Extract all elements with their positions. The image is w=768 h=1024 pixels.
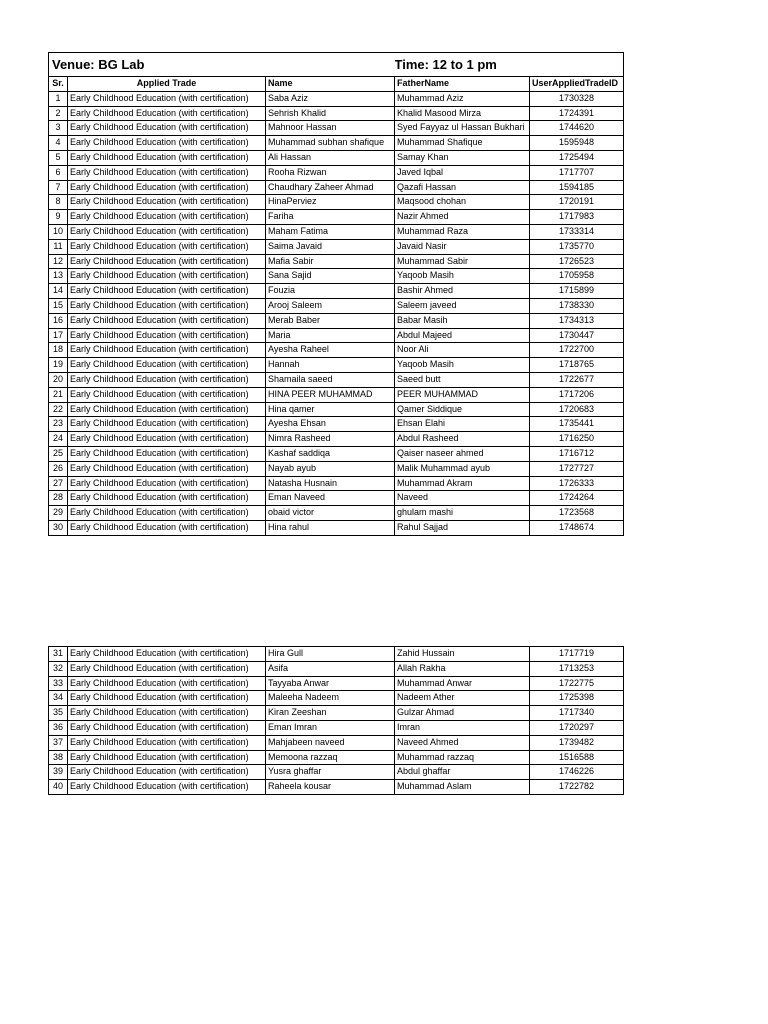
header-row <box>49 77 624 92</box>
name-cell: Fariha <box>266 210 395 225</box>
applied-trade-cell: Early Childhood Education (with certification) <box>68 476 266 491</box>
applied-trade-cell: Early Childhood Education (with certification) <box>68 284 266 299</box>
sr-cell: 7 <box>49 180 68 195</box>
applied-trade-cell: Early Childhood Education (with certification) <box>68 328 266 343</box>
user-applied-trade-id-cell: 1722700 <box>530 343 624 358</box>
applied-trade-cell: Early Childhood Education (with certification) <box>68 165 266 180</box>
sr-cell: 32 <box>49 661 68 676</box>
name-cell: Nayab ayub <box>266 461 395 476</box>
father-name-cell: Yaqoob Masih <box>395 269 530 284</box>
table-row <box>49 750 624 765</box>
father-name-cell: Saleem javeed <box>395 298 530 313</box>
table-row <box>49 706 624 721</box>
user-applied-trade-id-cell: 1722782 <box>530 780 624 795</box>
sr-cell: 38 <box>49 750 68 765</box>
applied-trade-cell: Early Childhood Education (with certification) <box>68 691 266 706</box>
user-applied-trade-id-cell: 1748674 <box>530 520 624 535</box>
name-cell: Sehrish Khalid <box>266 106 395 121</box>
name-cell: Shamaila saeed <box>266 372 395 387</box>
father-name-cell: Qamer Siddique <box>395 402 530 417</box>
father-name-cell: Allah Rakha <box>395 661 530 676</box>
applied-trade-cell: Early Childhood Education (with certification) <box>68 765 266 780</box>
father-name-cell: Abdul ghaffar <box>395 765 530 780</box>
table-row <box>49 720 624 735</box>
name-cell: Ayesha Ehsan <box>266 417 395 432</box>
table-row <box>49 254 624 269</box>
father-name-cell: Nadeem Ather <box>395 691 530 706</box>
sr-cell: 9 <box>49 210 68 225</box>
name-cell: Mahnoor Hassan <box>266 121 395 136</box>
applied-trade-cell: Early Childhood Education (with certification) <box>68 461 266 476</box>
father-name-cell: Syed Fayyaz ul Hassan Bukhari <box>395 121 530 136</box>
header-user-applied-trade-id: UserAppliedTradeID <box>530 77 624 92</box>
table-row <box>49 106 624 121</box>
applied-trade-cell: Early Childhood Education (with certification) <box>68 432 266 447</box>
father-name-cell: Malik Muhammad ayub <box>395 461 530 476</box>
user-applied-trade-id-cell: 1720191 <box>530 195 624 210</box>
user-applied-trade-id-cell: 1717340 <box>530 706 624 721</box>
sr-cell: 19 <box>49 358 68 373</box>
candidate-table-bottom <box>48 646 624 795</box>
table-row <box>49 461 624 476</box>
table-row <box>49 136 624 151</box>
user-applied-trade-id-cell: 1722775 <box>530 676 624 691</box>
sr-cell: 6 <box>49 165 68 180</box>
header-applied-trade: Applied Trade <box>68 77 266 92</box>
father-name-cell: Nazir Ahmed <box>395 210 530 225</box>
table-row <box>49 121 624 136</box>
father-name-cell: Noor Ali <box>395 343 530 358</box>
applied-trade-cell: Early Childhood Education (with certification) <box>68 520 266 535</box>
sr-cell: 14 <box>49 284 68 299</box>
name-cell: Merab Baber <box>266 313 395 328</box>
user-applied-trade-id-cell: 1717707 <box>530 165 624 180</box>
father-name-cell: PEER MUHAMMAD <box>395 387 530 402</box>
user-applied-trade-id-cell: 1717719 <box>530 647 624 662</box>
applied-trade-cell: Early Childhood Education (with certification) <box>68 298 266 313</box>
user-applied-trade-id-cell: 1726523 <box>530 254 624 269</box>
name-cell: Saima Javaid <box>266 239 395 254</box>
name-cell: Nimra Rasheed <box>266 432 395 447</box>
name-cell: Chaudhary Zaheer Ahmad <box>266 180 395 195</box>
name-cell: Hina qamer <box>266 402 395 417</box>
name-cell: Ayesha Raheel <box>266 343 395 358</box>
applied-trade-cell: Early Childhood Education (with certification) <box>68 224 266 239</box>
table-row <box>49 313 624 328</box>
name-cell: Yusra ghaffar <box>266 765 395 780</box>
applied-trade-cell: Early Childhood Education (with certification) <box>68 661 266 676</box>
father-name-cell: Naveed <box>395 491 530 506</box>
applied-trade-cell: Early Childhood Education (with certification) <box>68 720 266 735</box>
applied-trade-cell: Early Childhood Education (with certification) <box>68 387 266 402</box>
sr-cell: 28 <box>49 491 68 506</box>
father-name-cell: Muhammad Sabir <box>395 254 530 269</box>
father-name-cell: Maqsood chohan <box>395 195 530 210</box>
name-cell: Eman Imran <box>266 720 395 735</box>
user-applied-trade-id-cell: 1724391 <box>530 106 624 121</box>
table-row <box>49 239 624 254</box>
father-name-cell: Rahul Sajjad <box>395 520 530 535</box>
sr-cell: 31 <box>49 647 68 662</box>
table-row <box>49 446 624 461</box>
father-name-cell: Abdul Majeed <box>395 328 530 343</box>
sr-cell: 25 <box>49 446 68 461</box>
name-cell: Ali Hassan <box>266 150 395 165</box>
user-applied-trade-id-cell: 1722677 <box>530 372 624 387</box>
applied-trade-cell: Early Childhood Education (with certification) <box>68 446 266 461</box>
candidate-table-top <box>48 52 624 536</box>
father-name-cell: Muhammad razzaq <box>395 750 530 765</box>
user-applied-trade-id-cell: 1720683 <box>530 402 624 417</box>
father-name-cell: Qazafi Hassan <box>395 180 530 195</box>
user-applied-trade-id-cell: 1725494 <box>530 150 624 165</box>
sr-cell: 17 <box>49 328 68 343</box>
table-row <box>49 491 624 506</box>
name-cell: Mafia Sabir <box>266 254 395 269</box>
sr-cell: 34 <box>49 691 68 706</box>
sr-cell: 26 <box>49 461 68 476</box>
sr-cell: 24 <box>49 432 68 447</box>
sr-cell: 1 <box>49 91 68 106</box>
candidate-table-body <box>49 647 624 795</box>
sr-cell: 27 <box>49 476 68 491</box>
user-applied-trade-id-cell: 1744620 <box>530 121 624 136</box>
applied-trade-cell: Early Childhood Education (with certification) <box>68 269 266 284</box>
table-row <box>49 343 624 358</box>
table-row <box>49 269 624 284</box>
header-father-name: FatherName <box>395 77 530 92</box>
table-row <box>49 661 624 676</box>
table-row <box>49 180 624 195</box>
sr-cell: 10 <box>49 224 68 239</box>
sr-cell: 35 <box>49 706 68 721</box>
father-name-cell: Muhammad Shafique <box>395 136 530 151</box>
table-row <box>49 735 624 750</box>
applied-trade-cell: Early Childhood Education (with certification) <box>68 358 266 373</box>
applied-trade-cell: Early Childhood Education (with certification) <box>68 91 266 106</box>
table-row <box>49 210 624 225</box>
father-name-cell: Imran <box>395 720 530 735</box>
name-cell: obaid victor <box>266 506 395 521</box>
user-applied-trade-id-cell: 1717983 <box>530 210 624 225</box>
table-row <box>49 520 624 535</box>
name-cell: Asifa <box>266 661 395 676</box>
header-sr: Sr. <box>49 77 68 92</box>
venue-label: Venue: BG Lab <box>49 53 395 77</box>
father-name-cell: Muhammad Akram <box>395 476 530 491</box>
sr-cell: 22 <box>49 402 68 417</box>
father-name-cell: Zahid Hussain <box>395 647 530 662</box>
father-name-cell: Babar Masih <box>395 313 530 328</box>
father-name-cell: ghulam mashi <box>395 506 530 521</box>
user-applied-trade-id-cell: 1727727 <box>530 461 624 476</box>
applied-trade-cell: Early Childhood Education (with certification) <box>68 647 266 662</box>
name-cell: Rooha Rizwan <box>266 165 395 180</box>
name-cell: Hannah <box>266 358 395 373</box>
table-row <box>49 780 624 795</box>
name-cell: HINA PEER MUHAMMAD <box>266 387 395 402</box>
name-cell: Maham Fatima <box>266 224 395 239</box>
table-row <box>49 765 624 780</box>
applied-trade-cell: Early Childhood Education (with certification) <box>68 313 266 328</box>
table-row <box>49 676 624 691</box>
table-row <box>49 224 624 239</box>
table-row <box>49 358 624 373</box>
user-applied-trade-id-cell: 1516588 <box>530 750 624 765</box>
applied-trade-cell: Early Childhood Education (with certification) <box>68 417 266 432</box>
sr-cell: 3 <box>49 121 68 136</box>
name-cell: Natasha Husnain <box>266 476 395 491</box>
table-row <box>49 284 624 299</box>
user-applied-trade-id-cell: 1726333 <box>530 476 624 491</box>
applied-trade-cell: Early Childhood Education (with certification) <box>68 343 266 358</box>
sr-cell: 40 <box>49 780 68 795</box>
title-row <box>49 53 624 77</box>
name-cell: Muhammad subhan shafique <box>266 136 395 151</box>
user-applied-trade-id-cell: 1717206 <box>530 387 624 402</box>
user-applied-trade-id-cell: 1720297 <box>530 720 624 735</box>
sr-cell: 8 <box>49 195 68 210</box>
sr-cell: 36 <box>49 720 68 735</box>
sr-cell: 21 <box>49 387 68 402</box>
father-name-cell: Qaiser naseer ahmed <box>395 446 530 461</box>
name-cell: Fouzia <box>266 284 395 299</box>
time-label: Time: 12 to 1 pm <box>395 53 624 77</box>
header-name: Name <box>266 77 395 92</box>
user-applied-trade-id-cell: 1718765 <box>530 358 624 373</box>
user-applied-trade-id-cell: 1746226 <box>530 765 624 780</box>
sr-cell: 12 <box>49 254 68 269</box>
applied-trade-cell: Early Childhood Education (with certification) <box>68 780 266 795</box>
user-applied-trade-id-cell: 1730447 <box>530 328 624 343</box>
name-cell: Saba Aziz <box>266 91 395 106</box>
applied-trade-cell: Early Childhood Education (with certification) <box>68 402 266 417</box>
sr-cell: 11 <box>49 239 68 254</box>
father-name-cell: Muhammad Aslam <box>395 780 530 795</box>
name-cell: Sana Sajid <box>266 269 395 284</box>
applied-trade-cell: Early Childhood Education (with certification) <box>68 150 266 165</box>
sr-cell: 23 <box>49 417 68 432</box>
sr-cell: 15 <box>49 298 68 313</box>
applied-trade-cell: Early Childhood Education (with certification) <box>68 254 266 269</box>
applied-trade-cell: Early Childhood Education (with certification) <box>68 195 266 210</box>
sr-cell: 5 <box>49 150 68 165</box>
table-row <box>49 476 624 491</box>
applied-trade-cell: Early Childhood Education (with certification) <box>68 372 266 387</box>
user-applied-trade-id-cell: 1595948 <box>530 136 624 151</box>
user-applied-trade-id-cell: 1724264 <box>530 491 624 506</box>
sr-cell: 33 <box>49 676 68 691</box>
name-cell: Memoona razzaq <box>266 750 395 765</box>
user-applied-trade-id-cell: 1725398 <box>530 691 624 706</box>
father-name-cell: Muhammad Anwar <box>395 676 530 691</box>
table-row <box>49 195 624 210</box>
sr-cell: 37 <box>49 735 68 750</box>
name-cell: Arooj Saleem <box>266 298 395 313</box>
applied-trade-cell: Early Childhood Education (with certification) <box>68 121 266 136</box>
father-name-cell: Bashir Ahmed <box>395 284 530 299</box>
applied-trade-cell: Early Childhood Education (with certification) <box>68 491 266 506</box>
applied-trade-cell: Early Childhood Education (with certification) <box>68 136 266 151</box>
name-cell: HinaPerviez <box>266 195 395 210</box>
table-row <box>49 432 624 447</box>
table-row <box>49 506 624 521</box>
name-cell: Raheela kousar <box>266 780 395 795</box>
table-row <box>49 91 624 106</box>
applied-trade-cell: Early Childhood Education (with certification) <box>68 239 266 254</box>
sr-cell: 39 <box>49 765 68 780</box>
user-applied-trade-id-cell: 1713253 <box>530 661 624 676</box>
user-applied-trade-id-cell: 1716250 <box>530 432 624 447</box>
applied-trade-cell: Early Childhood Education (with certification) <box>68 676 266 691</box>
father-name-cell: Saeed butt <box>395 372 530 387</box>
sr-cell: 2 <box>49 106 68 121</box>
user-applied-trade-id-cell: 1730328 <box>530 91 624 106</box>
father-name-cell: Khalid Masood Mirza <box>395 106 530 121</box>
user-applied-trade-id-cell: 1716712 <box>530 446 624 461</box>
name-cell: Tayyaba Anwar <box>266 676 395 691</box>
applied-trade-cell: Early Childhood Education (with certification) <box>68 706 266 721</box>
user-applied-trade-id-cell: 1723568 <box>530 506 624 521</box>
name-cell: Maria <box>266 328 395 343</box>
table-row <box>49 298 624 313</box>
name-cell: Kiran Zeeshan <box>266 706 395 721</box>
applied-trade-cell: Early Childhood Education (with certification) <box>68 506 266 521</box>
table-row <box>49 328 624 343</box>
user-applied-trade-id-cell: 1738330 <box>530 298 624 313</box>
name-cell: Kashaf saddiqa <box>266 446 395 461</box>
father-name-cell: Naveed Ahmed <box>395 735 530 750</box>
applied-trade-cell: Early Childhood Education (with certification) <box>68 106 266 121</box>
table-row <box>49 372 624 387</box>
user-applied-trade-id-cell: 1733314 <box>530 224 624 239</box>
user-applied-trade-id-cell: 1735441 <box>530 417 624 432</box>
name-cell: Hira Gull <box>266 647 395 662</box>
applied-trade-cell: Early Childhood Education (with certification) <box>68 750 266 765</box>
father-name-cell: Ehsan Elahi <box>395 417 530 432</box>
table-row <box>49 387 624 402</box>
applied-trade-cell: Early Childhood Education (with certification) <box>68 735 266 750</box>
sr-cell: 18 <box>49 343 68 358</box>
father-name-cell: Samay Khan <box>395 150 530 165</box>
father-name-cell: Gulzar Ahmad <box>395 706 530 721</box>
user-applied-trade-id-cell: 1594185 <box>530 180 624 195</box>
sr-cell: 30 <box>49 520 68 535</box>
user-applied-trade-id-cell: 1735770 <box>530 239 624 254</box>
user-applied-trade-id-cell: 1739482 <box>530 735 624 750</box>
table-row <box>49 150 624 165</box>
father-name-cell: Abdul Rasheed <box>395 432 530 447</box>
name-cell: Eman Naveed <box>266 491 395 506</box>
sr-cell: 16 <box>49 313 68 328</box>
sr-cell: 13 <box>49 269 68 284</box>
user-applied-trade-id-cell: 1734313 <box>530 313 624 328</box>
table-row <box>49 417 624 432</box>
table-row <box>49 165 624 180</box>
candidate-table-body <box>49 53 624 536</box>
user-applied-trade-id-cell: 1705958 <box>530 269 624 284</box>
father-name-cell: Muhammad Aziz <box>395 91 530 106</box>
sr-cell: 20 <box>49 372 68 387</box>
sr-cell: 4 <box>49 136 68 151</box>
father-name-cell: Javaid Nasir <box>395 239 530 254</box>
sr-cell: 29 <box>49 506 68 521</box>
father-name-cell: Muhammad Raza <box>395 224 530 239</box>
name-cell: Hina rahul <box>266 520 395 535</box>
father-name-cell: Yaqoob Masih <box>395 358 530 373</box>
father-name-cell: Javed Iqbal <box>395 165 530 180</box>
name-cell: Maleeha Nadeem <box>266 691 395 706</box>
applied-trade-cell: Early Childhood Education (with certification) <box>68 210 266 225</box>
table-row <box>49 691 624 706</box>
applied-trade-cell: Early Childhood Education (with certification) <box>68 180 266 195</box>
name-cell: Mahjabeen naveed <box>266 735 395 750</box>
table-row <box>49 402 624 417</box>
user-applied-trade-id-cell: 1715899 <box>530 284 624 299</box>
table-row <box>49 647 624 662</box>
